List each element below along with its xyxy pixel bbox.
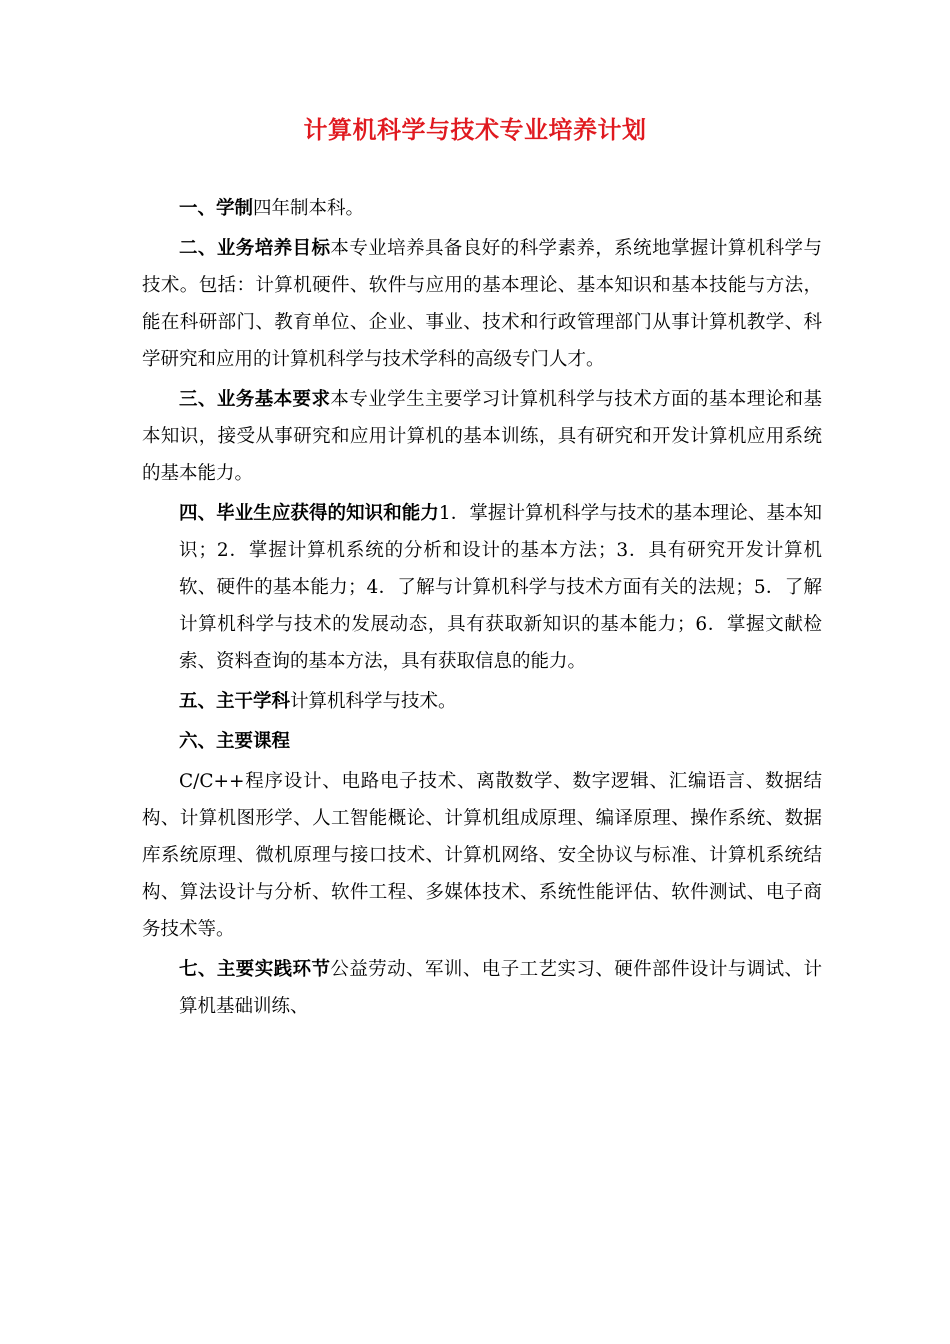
section-text: 计算机科学与技术。 — [290, 691, 457, 712]
section-heading: 五、主干学科 — [179, 691, 291, 712]
section-heading: 七、主要实践环节 — [179, 959, 331, 980]
section-knowledge-abilities — [142, 495, 822, 680]
section-heading: 六、主要课程 — [179, 731, 291, 752]
section-text: 公益劳动、军训、电子工艺实习、硬件部件设计与调试、计算机基础训练、 — [179, 959, 822, 1017]
section-heading: 四、毕业生应获得的知识和能力 — [179, 503, 439, 524]
section-text: C/C++程序设计、电路电子技术、离散数学、数字逻辑、汇编语言、数据结构、计算机图形学、人工智能概论、计算机组成原理、编译原理、操作系统、数据库系统原理、微机原理与接口技术、计算机网络、安全协议与标准、计算机系统结构、算法设计与分析、软件工程、多媒体技术、系统性能评估、软件测试、电子商务技术等。 — [142, 771, 822, 940]
section-main-courses — [142, 723, 822, 760]
section-text: 四年制本科。 — [253, 198, 365, 219]
section-training-objective — [142, 230, 822, 378]
section-text: 1．掌握计算机科学与技术的基本理论、基本知识；2．掌握计算机系统的分析和设计的基本方法；3．具有研究开发计算机软、硬件的基本能力；4．了解与计算机科学与技术方面有关的法规；5．了解计算机科学与技术的发展动态，具有获取新知识的基本能力；6．掌握文献检索、资料查询的基本方法，具有获取信息的能力。 — [179, 503, 822, 672]
section-course-list — [142, 763, 822, 948]
section-main-discipline — [142, 683, 822, 720]
document-body — [142, 190, 822, 1028]
document-title: 计算机科学与技术专业培养计划 — [303, 116, 647, 144]
section-heading: 一、学制 — [179, 198, 254, 219]
section-basic-requirements — [142, 381, 822, 492]
section-text: 本专业培养具备良好的科学素养，系统地掌握计算机科学与技术。包括：计算机硬件、软件与应用的基本理论、基本知识和基本技能与方法，能在科研部门、教育单位、企业、事业、技术和行政管理部门从事计算机教学、科学研究和应用的计算机科学与技术学科的高级专门人才。 — [142, 238, 822, 370]
section-text: 本专业学生主要学习计算机科学与技术方面的基本理论和基本知识，接受从事研究和应用计算机的基本训练，具有研究和开发计算机应用系统的基本能力。 — [142, 389, 822, 484]
section-duration — [142, 190, 822, 227]
section-heading: 二、业务培养目标 — [179, 238, 331, 259]
section-practice — [142, 951, 822, 1025]
section-heading: 三、业务基本要求 — [179, 389, 331, 410]
